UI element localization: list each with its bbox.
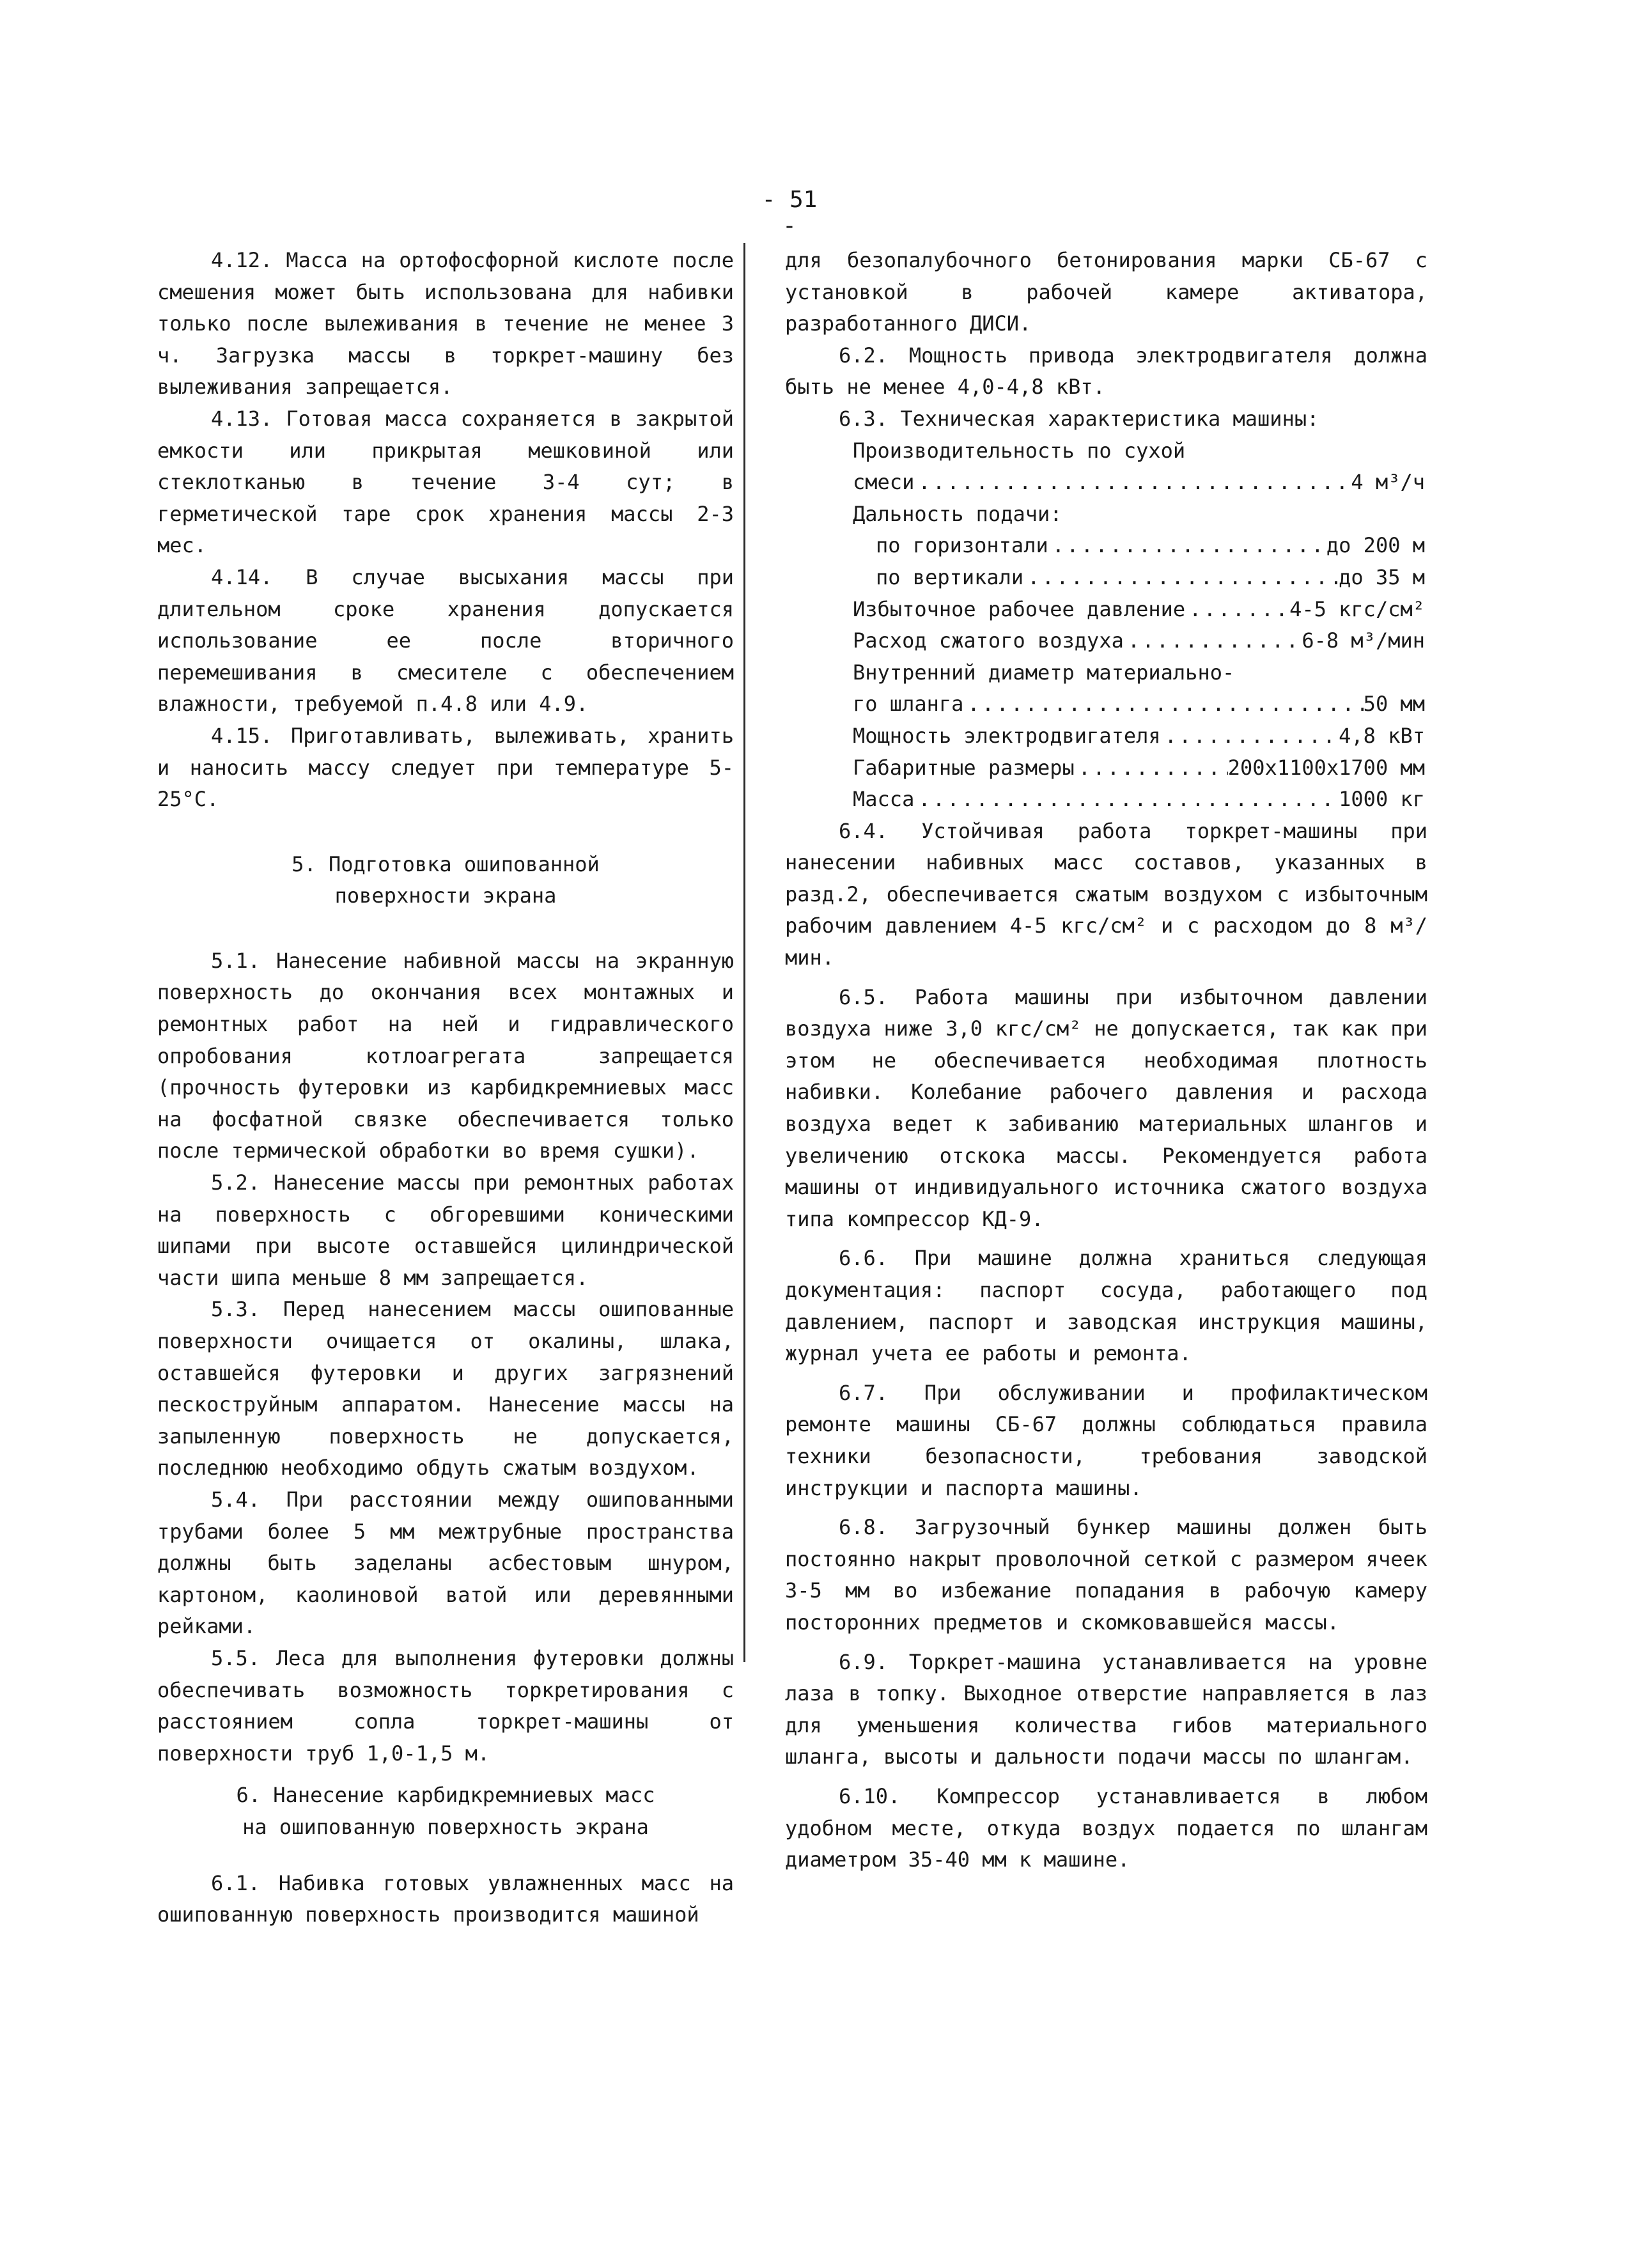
spec-pressure-value: 4-5 кгс/см²: [1289, 596, 1425, 621]
paragraph-5-5: 5.5. Леса для выполнения футеровки должны обеспечивать возможность торкретирования с расстоянием сопла торкрет-машины от поверхности труб 1,0-1,5 м.: [157, 1645, 734, 1766]
leader-dots: [963, 688, 1363, 720]
leader-dots: [914, 784, 1339, 816]
page-number: - 51 -: [761, 187, 818, 239]
leader-dots: [1185, 594, 1289, 626]
spec-hose-value: 50 мм: [1363, 692, 1425, 717]
spec-mass-row: [853, 784, 1425, 816]
leader-dots: [1023, 562, 1339, 594]
paragraph-6-7: 6.7. При обслуживании и профилактическом ремонте машины СБ-67 должны соблюдаться правила техники безопасности, требования заводской инструкции и паспорта машины.: [785, 1380, 1427, 1500]
paragraph-6-9: 6.9. Торкрет-машина устанавливается на уровне лаза в топку. Выходное отверстие направляется в лаз для уменьшения количества гибов материального шланга, высоты и дальности подачи массы по шлангам.: [785, 1649, 1427, 1769]
spec-horizontal-row: [853, 530, 1425, 562]
spec-air-value: 6-8 м³/мин: [1302, 628, 1425, 653]
spec-power-row: [853, 720, 1425, 752]
spec-hose-label-2: го шланга: [853, 692, 964, 717]
paragraph-6-8: 6.8. Загрузочный бункер машины должен быть постоянно накрыт проволочной сеткой с размером ячеек 3-5 мм во избежание попадания в рабочую камеру посторонних предметов и скомковавшейся массы.: [785, 1515, 1427, 1635]
spec-power-value: 4,8 кВт: [1339, 723, 1425, 748]
paragraph-5-4: 5.4. При расстоянии между ошипованными трубами более 5 мм межтрубные пространства должны быть заделаны асбестовым шнуром, картоном, каолиновой ватой или деревянными рейками.: [157, 1487, 734, 1639]
spec-productivity-value: 4 м³/ч: [1351, 470, 1425, 495]
spec-dimensions-value: 200х1100х1700 мм: [1227, 755, 1425, 780]
spec-power-label: Мощность электродвигателя: [853, 723, 1161, 748]
spec-range-label: Дальность подачи:: [853, 501, 1062, 526]
spec-pressure-label: Избыточное рабочее давление: [853, 596, 1186, 621]
spec-vertical-label: по вертикали: [876, 564, 1024, 589]
spec-productivity-row: [853, 467, 1425, 499]
left-column: [157, 245, 734, 1931]
spec-vertical-value: до 35 м: [1339, 564, 1425, 589]
spec-dimensions-row: [853, 752, 1425, 784]
spec-productivity-label-2: смеси: [853, 470, 915, 495]
spec-mass-value: 1000 кг: [1339, 787, 1425, 812]
spacer: [157, 1844, 734, 1868]
technical-specification: [853, 435, 1425, 816]
paragraph-5-3: 5.3. Перед нанесением массы ошипованные поверхности очищается от окалины, шлака, оставшейся футеровки и других загрязнений пескоструйным аппаратом. Нанесение массы на запыленную поверхность не допускается, последнюю необходимо обдуть сжатым воздухом.: [157, 1297, 734, 1480]
spacer: [157, 912, 734, 945]
spec-horizontal-value: до 200 м: [1326, 533, 1425, 558]
section-5-heading-line-2: поверхности экрана: [334, 883, 557, 908]
paragraph-4-15: 4.15. Приготавливать, вылеживать, хранить и наносить массу следует при температуре 5-25°С.: [157, 723, 734, 812]
leader-dots: [1161, 720, 1339, 752]
paragraph-4-14: 4.14. В случае высыхания массы при длительном сроке хранения допускается использование ее после вторичного перемешивания в смесителе с обеспечением влажности, требуемой п.4.8 или 4.9.: [157, 564, 734, 717]
paragraph-6-5: 6.5. Работа машины при избыточном давлении воздуха ниже 3,0 кгс/см² не допускается, так как при этом не обеспечивается необходимая плотность набивки. Колебание рабочего давления и расхода воздуха ведет к забиванию материальных шлангов и увеличению отскока массы. Рекомендуется работа машины от индивидуального источника сжатого воздуха типа компрессор КД-9.: [785, 984, 1427, 1231]
leader-dots: [914, 467, 1351, 499]
right-column: [785, 245, 1427, 1876]
spec-horizontal-label: по горизонтали: [876, 533, 1048, 558]
section-6-heading-line-1: 6. Нанесение карбидкремниевых масс: [236, 1783, 655, 1808]
spacer: [157, 816, 734, 849]
spec-vertical-row: [853, 562, 1425, 594]
section-6-heading-line-2: на ошипованную поверхность экрана: [242, 1814, 649, 1839]
leader-dots: [1075, 752, 1228, 784]
paragraph-6-3: 6.3. Техническая характеристика машины:: [839, 406, 1319, 431]
paragraph-4-12: 4.12. Масса на ортофосфорной кислоте после смешения может быть использована для набивки только после вылеживания в течение не менее 3 ч. Загрузка массы в торкрет-машину без вылеживания запрещается.: [157, 248, 734, 400]
paragraph-6-10: 6.10. Компрессор устанавливается в любом удобном месте, откуда воздух подается по шлангам диаметром 35-40 мм к машине.: [785, 1783, 1427, 1872]
spec-mass-label: Масса: [853, 787, 915, 812]
leader-dots: [1124, 625, 1302, 657]
paragraph-6-4: 6.4. Устойчивая работа торкрет-машины при нанесении набивных масс составов, указанных в разд.2, обеспечивается сжатым воздухом с избыточным рабочим давлением 4-5 кгс/см² и с расходом до 8 м³/мин.: [785, 818, 1427, 970]
spec-productivity-label-1: Производительность по сухой: [853, 438, 1186, 463]
column-divider: [743, 243, 745, 1662]
paragraph-4-13: 4.13. Готовая масса сохраняется в закрытой емкости или прикрытая мешковиной или стеклотканью в течение 3-4 сут; в герметической таре срок хранения массы 2-3 мес.: [157, 406, 734, 558]
spec-dimensions-label: Габаритные размеры: [853, 755, 1075, 780]
spec-pressure-row: [853, 594, 1425, 626]
spacer: [157, 1769, 734, 1780]
paragraph-6-1: 6.1. Набивка готовых увлажненных масс на ошипованную поверхность производится машиной: [157, 1870, 734, 1927]
spec-hose-label-1: Внутренний диаметр материально-: [853, 660, 1235, 685]
paragraph-6-1-continued: для безопалубочного бетонирования марки СБ-67 с установкой в рабочей камере активатора, разработанного ДИСИ.: [785, 248, 1427, 336]
paragraph-6-2: 6.2. Мощность привода электродвигателя должна быть не менее 4,0-4,8 кВт.: [785, 343, 1427, 400]
spec-air-label: Расход сжатого воздуха: [853, 628, 1124, 653]
paragraph-6-6: 6.6. При машине должна храниться следующая документация: паспорт сосуда, работающего под давлением, паспорт и заводская инструкция машины, журнал учета ее работы и ремонта.: [785, 1246, 1427, 1366]
leader-dots: [1048, 530, 1326, 562]
spec-hose-row: [853, 688, 1425, 720]
paragraph-5-1: 5.1. Нанесение набивной массы на экранную поверхность до окончания всех монтажных и ремонтных работ на ней и гидравлического опробования котлоагрегата запрещается (прочность футеровки из карбидкремниевых масс на фосфатной связке обеспечивается только после термической обработки во время сушки).: [157, 948, 734, 1163]
paragraph-5-2: 5.2. Нанесение массы при ремонтных работах на поверхность с обгоревшими коническими шипами при высоте оставшейся цилиндрической части шипа меньше 8 мм запрещается.: [157, 1170, 734, 1290]
spec-air-row: [853, 625, 1425, 657]
section-5-heading-line-1: 5. Подготовка ошипованной: [292, 851, 600, 876]
